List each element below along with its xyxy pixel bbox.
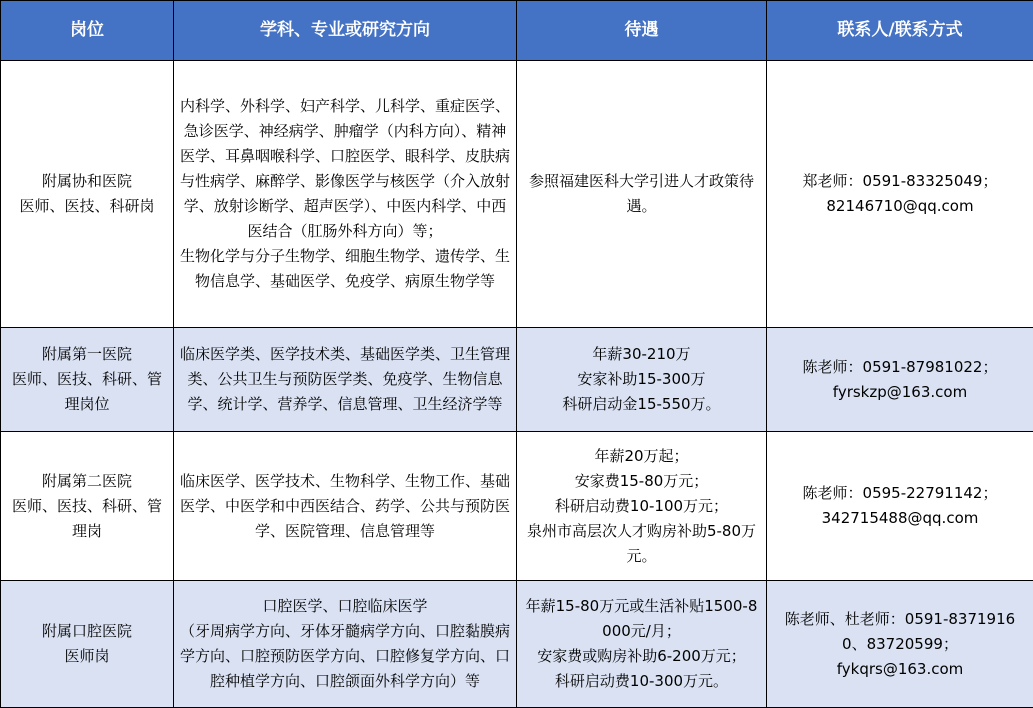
position-cell: [1, 61, 174, 328]
subjects-cell: [174, 581, 517, 708]
benefits-cell: [517, 432, 767, 581]
position-type: 医师、医技、科研、管理岗位: [11, 370, 162, 413]
benefits-text: 年薪30-210万: [592, 345, 691, 363]
hospital-name: 附属口腔医院: [41, 622, 132, 640]
contact-phone: 陈老师、杜老师：0591-83719160、83720599；: [784, 609, 1016, 653]
header-position: 岗位: [1, 1, 174, 61]
benefits-text: 科研启动金15-550万。: [562, 395, 721, 413]
benefits-cell: [517, 61, 767, 328]
contact-cell: [767, 61, 1033, 328]
benefits-text: 科研启动费10-300万元。: [554, 672, 729, 690]
benefits-text: 年薪20万起；: [594, 446, 689, 465]
benefits-cell: [517, 581, 767, 708]
contact-phone: 陈老师：0595-22791142；: [802, 484, 998, 502]
position-cell: [1, 432, 174, 581]
benefits-cell: [517, 328, 767, 432]
subjects-text: 口腔医学、口腔临床医学: [262, 597, 428, 615]
benefits-text: 参照福建医科大学引进人才政策待遇。: [528, 172, 754, 215]
table-row: [1, 328, 1033, 432]
subjects-cell: [174, 61, 517, 328]
benefits-text: 泉州市高层次人才购房补助5-80万元。: [526, 521, 757, 565]
hospital-name: 附属第一医院: [41, 345, 132, 363]
subjects-text: 内科学、外科学、妇产科学、儿科学、重症医学、急诊医学、神经病学、肿瘤学（内科方向）、精神医学、耳鼻咽喉科学、口腔医学、眼科学、皮肤病与性病学、麻醉学、影像医学与核医学（介入放射学、放射诊断学、超声医学）、中医内科学、中西医结合（肛肠外科方向）等；: [180, 97, 511, 240]
subjects-cell: [174, 328, 517, 432]
contact-phone: 陈老师：0591-87981022；: [802, 357, 998, 376]
position-type: 医师岗: [64, 647, 110, 665]
hospital-name: 附属第二医院: [41, 471, 132, 490]
contact-cell: [767, 581, 1033, 708]
contact-email: 342715488@qq.com: [821, 509, 979, 527]
benefits-text: 科研启动费10-100万元；: [554, 496, 729, 515]
position-type: 医师、医技、科研岗: [19, 197, 155, 215]
subjects-cell: [174, 432, 517, 581]
contact-email: fyrskzp@163.com: [832, 382, 968, 401]
header-subjects: 学科、专业或研究方向: [174, 1, 517, 61]
hospital-name: 附属协和医院: [41, 172, 132, 190]
contact-phone: 郑老师：0591-83325049；: [802, 172, 998, 190]
benefits-text: 安家费或购房补助6-200万元；: [537, 647, 746, 665]
position-cell: [1, 328, 174, 432]
contact-email: fykqrs@163.com: [836, 659, 964, 678]
table-row: [1, 61, 1033, 328]
benefits-text: 安家费15-80万元；: [574, 471, 709, 490]
contact-email: 82146710@qq.com: [826, 197, 974, 215]
header-contact: 联系人/联系方式: [767, 1, 1033, 61]
contact-cell: [767, 328, 1033, 432]
position-type: 医师、医技、科研、管理岗: [11, 496, 162, 540]
benefits-text: 安家补助15-300万: [577, 370, 706, 388]
table-row: [1, 432, 1033, 581]
contact-cell: [767, 432, 1033, 581]
position-cell: [1, 581, 174, 708]
benefits-text: 年薪15-80万元或生活补贴1500-8000元/月；: [525, 597, 758, 640]
table-row: [1, 581, 1033, 708]
subjects-text: （牙周病学方向、牙体牙髓病学方向、口腔黏膜病学方向、口腔预防医学方向、口腔修复学方向、口腔种植学方向、口腔颌面外科学方向）等: [180, 622, 511, 690]
subjects-text: 临床医学、医学技术、生物科学、生物工作、基础医学、中医学和中西医结合、药学、公共与预防医学、医院管理、信息管理等: [180, 471, 511, 540]
header-row: [1, 1, 1033, 61]
subjects-text: 临床医学类、医学技术类、基础医学类、卫生管理类、公共卫生与预防医学类、免疫学、生物信息学、统计学、营养学、信息管理、卫生经济学等: [180, 345, 511, 413]
header-benefits: 待遇: [517, 1, 767, 61]
subjects-text: 生物化学与分子生物学、细胞生物学、遗传学、生物信息学、基础医学、免疫学、病原生物学等: [180, 247, 511, 290]
